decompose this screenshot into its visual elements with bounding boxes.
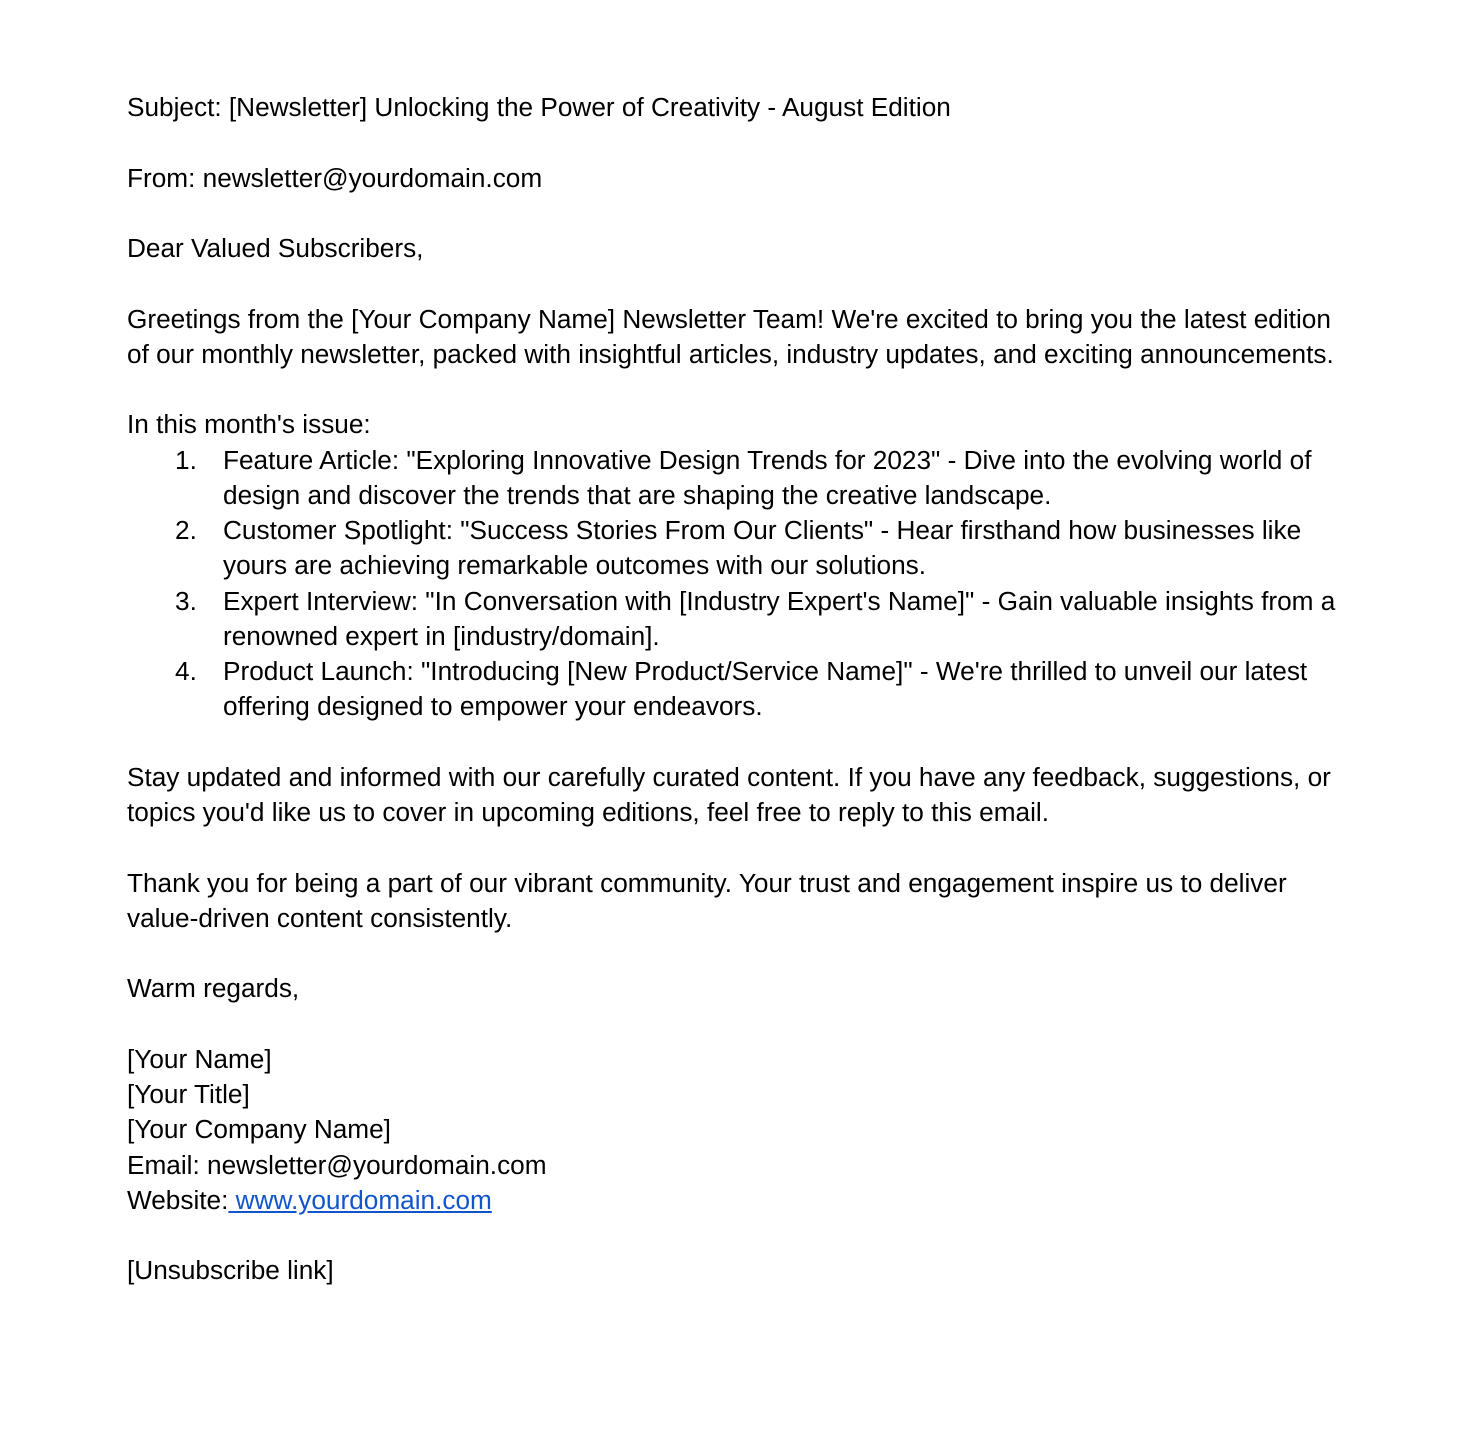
list-item-text: Product Launch: "Introducing [New Product/Service Name]" - We're thrilled to unveil our latest offering designed to empower your endeavors. [223, 656, 1308, 722]
issue-list [127, 443, 1347, 725]
list-number: 2. [175, 515, 197, 545]
signature-website [127, 1183, 1347, 1218]
list-item-text: Customer Spotlight: "Success Stories From Our Clients" - Hear firsthand how businesses like yours are achieving remarkable outcomes with our solutions. [223, 515, 1302, 581]
signature-title: [Your Title] [127, 1079, 250, 1109]
list-item [127, 513, 1347, 584]
closing: Warm regards, [127, 973, 300, 1004]
website-link[interactable]: www.yourdomain.com [228, 1184, 492, 1215]
spacer [127, 725, 1347, 760]
newsletter-document [127, 90, 1347, 1289]
thanks-paragraph: Thank you for being a part of our vibrant community. Your trust and engagement inspire us to deliver value-driven content consistently. [127, 867, 1287, 933]
spacer [127, 372, 1347, 407]
from-line: From: newsletter@yourdomain.com [127, 162, 543, 193]
spacer [127, 936, 1347, 971]
list-item [127, 584, 1347, 655]
feedback-paragraph: Stay updated and informed with our carefully curated content. If you have any feedback, suggestions, or topics you'd like us to cover in upcoming editions, feel free to reply to this email. [127, 761, 1331, 827]
signature-name: [Your Name] [127, 1043, 272, 1074]
list-number: 1. [175, 444, 197, 475]
spacer [127, 266, 1347, 301]
list-item-text: Feature Article: "Exploring Innovative Design Trends for 2023" - Dive into the evolving world of design and discover the trends that are shaping the creative landscape. [223, 444, 1312, 510]
list-item [127, 654, 1347, 725]
spacer [127, 1007, 1347, 1042]
list-heading: In this month's issue: [127, 409, 371, 440]
salutation: Dear Valued Subscribers, [127, 233, 424, 263]
spacer [127, 125, 1347, 160]
spacer [127, 1218, 1347, 1253]
subject-line: Subject: [Newsletter] Unlocking the Power of Creativity - August Edition [127, 92, 951, 122]
signature-email: Email: newsletter@yourdomain.com [127, 1149, 547, 1180]
intro-paragraph: Greetings from the [Your Company Name] Newsletter Team! We're excited to bring you the latest edition of our monthly newsletter, packed with insightful articles, industry updates, and exciting announcements. [127, 303, 1334, 369]
list-number: 4. [175, 656, 197, 686]
website-label: Website: [127, 1184, 229, 1215]
list-item-text: Expert Interview: "In Conversation with [Industry Expert's Name]" - Gain valuable insights from a renowned expert in [industry/domain]. [223, 585, 1336, 651]
spacer [127, 196, 1347, 231]
unsubscribe-link: [Unsubscribe link] [127, 1255, 334, 1286]
list-item [127, 443, 1347, 514]
signature-company: [Your Company Name] [127, 1114, 391, 1145]
list-number: 3. [175, 585, 197, 616]
spacer [127, 830, 1347, 865]
